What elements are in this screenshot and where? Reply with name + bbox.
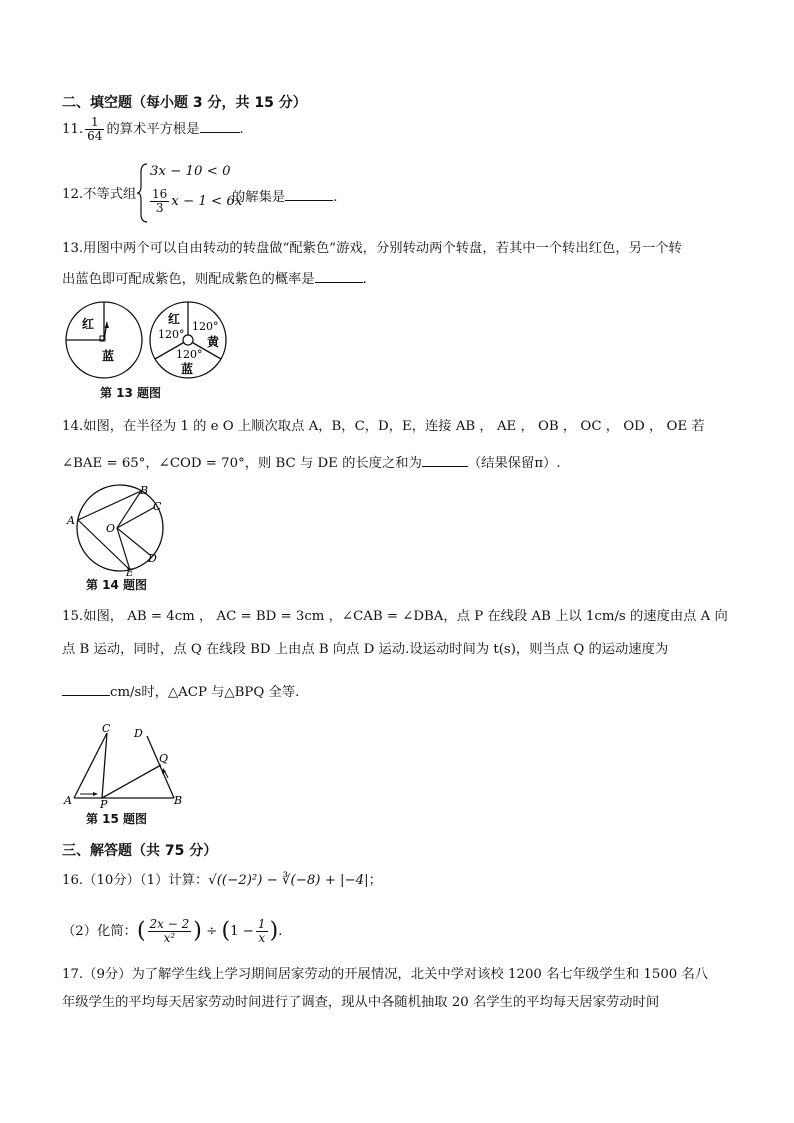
q11-text: 的算术平方根是 (106, 122, 200, 137)
spinner-2-yellow-label: 黄 (207, 335, 220, 349)
q16-part-1-text: 16.（10分）（1）计算： (62, 873, 209, 888)
q15-line-2: 点 B 运动，同时，点 Q 在线段 BD 上由点 B 向点 D 运动.设运动时间为 t(s)，则当点 Q 的运动速度为 (62, 642, 669, 657)
q16-part-1 (62, 872, 382, 890)
q16-part-2-text: （2）化简： (62, 924, 137, 939)
q16-expression-1: √((−2)²) − ∛(−8) + |−4| (208, 873, 369, 888)
q16-frac-2-denominator: x (258, 931, 266, 945)
section-3-title: 三、解答题（共 75 分） (62, 843, 218, 859)
q14-point-C: C (153, 500, 162, 513)
q15-point-C: C (102, 722, 111, 735)
q16-part-2: （2）化简：( $\frac{2x - 2}{\text{x²}}$ ) ÷ (1 − $\frac{1}{x}$ ). (62, 917, 283, 945)
q17-line-1: 17.（9分）为了解学生线上学习期间居家劳动的开展情况，北关中学对该校 1200 名七年级学生和 1500 名八 (62, 967, 709, 982)
q15-caption: 第 15 题图 (86, 812, 148, 826)
q14-point-A: A (67, 514, 75, 527)
q15-point-P: P (100, 798, 108, 808)
q12-inequality-1: 3x − 10 < 0 (150, 164, 231, 179)
q16-frac-1-numerator: 2x − 2 (149, 917, 190, 931)
q14-caption: 第 14 题图 (86, 578, 148, 592)
q14-point-O: O (106, 522, 116, 535)
q15-point-B: B (174, 794, 183, 807)
q14-point-D: D (148, 552, 157, 565)
q13-answer-blank[interactable] (315, 268, 363, 283)
q15-line-3 (62, 681, 299, 702)
q11-end: . (239, 122, 244, 137)
spinner-2-angle-3: 120° (176, 348, 203, 361)
q13-line-2-text: 出蓝色即可配成紫色，则配成紫色的概率是 (62, 272, 315, 287)
spinner-2-red-label: 红 (168, 312, 181, 326)
q16-frac-2-numerator: 1 (257, 917, 266, 931)
q13-end: . (362, 272, 367, 287)
q12-inequality-2 (148, 188, 242, 215)
q11-fraction (85, 116, 104, 143)
q14-line-2-tail: （结果保留π）. (467, 456, 561, 471)
spinner-2 (150, 302, 226, 378)
q14-circle-figure (62, 482, 172, 576)
spinner-2-angle-1: 120° (158, 328, 185, 341)
q11-answer-blank[interactable] (200, 118, 240, 133)
q16-end: . (278, 924, 283, 939)
q15-line-3-text: cm/s时，△ACP 与△BPQ 全等. (110, 685, 300, 700)
q12-answer-blank[interactable] (285, 186, 333, 201)
q11-denominator: 64 (87, 129, 103, 143)
spinner-1 (66, 302, 142, 378)
q16-frac-1-denominator: x² (163, 931, 176, 945)
q13-caption: 第 13 题图 (100, 386, 162, 400)
q16-operator: ÷ (206, 924, 218, 939)
q12-label: 12.不等式组 (62, 187, 137, 202)
spinner-1-blue-label: 蓝 (102, 349, 115, 363)
q11-number: 11. (62, 122, 84, 137)
spinner-2-blue-label: 蓝 (181, 362, 194, 376)
q15-point-A: A (64, 794, 72, 807)
q13-spinners-figure (60, 298, 240, 382)
q12-frac-denominator: 3 (155, 201, 164, 215)
q14-answer-blank[interactable] (422, 452, 468, 467)
q15-line-1: 15.如图， AB = 4cm ， AC = BD = 3cm ，∠CAB = ∠DBA，点 P 在线段 AB 上以 1cm/s 的速度由点 A 向 (62, 609, 728, 624)
q14-line-2 (62, 452, 561, 473)
q15-point-Q: Q (159, 752, 169, 765)
q17-line-2: 年级学生的平均每天居家劳动时间进行了调查，现从中各随机抽取 20 名学生的平均每天居家劳动时间 (62, 995, 660, 1010)
q15-triangle-figure (62, 722, 188, 808)
q15-answer-blank[interactable] (62, 681, 110, 696)
question-11 (62, 116, 244, 143)
spinner-2-angle-2: 120° (192, 320, 219, 333)
q13-line-1: 13.用图中两个可以自由转动的转盘做“配紫色”游戏，分别转动两个转盘，若其中一个转出红色，另一个转 (62, 241, 682, 256)
q12-tail (232, 186, 337, 207)
q13-line-2 (62, 268, 367, 289)
q16-one-minus: 1 − (230, 924, 254, 939)
q14-line-1: 14.如图，在半径为 1 的 e O 上顺次取点 A，B，C，D，E，连接 AB ， AE ， OB ， OC ， OD ， OE 若 (62, 419, 705, 434)
q14-point-B: B (140, 484, 149, 497)
q14-line-2-text: ∠BAE = 65°，∠COD = 70°，则 BC 与 DE 的长度之和为 (62, 456, 422, 471)
spinner-1-red-label: 红 (82, 317, 95, 331)
section-2-title: 二、填空题（每小题 3 分，共 15 分） (62, 95, 307, 111)
q12-text: 的解集是 (232, 190, 286, 205)
q11-numerator: 1 (85, 116, 104, 130)
q15-point-D: D (134, 727, 143, 740)
q12-inequality-2-rest: x − 1 < 6x (171, 194, 243, 209)
q16-part-1-end: ； (368, 873, 382, 888)
q14-point-E: E (126, 568, 134, 576)
q12-end: . (333, 190, 338, 205)
q12-frac-numerator: 16 (152, 187, 168, 201)
